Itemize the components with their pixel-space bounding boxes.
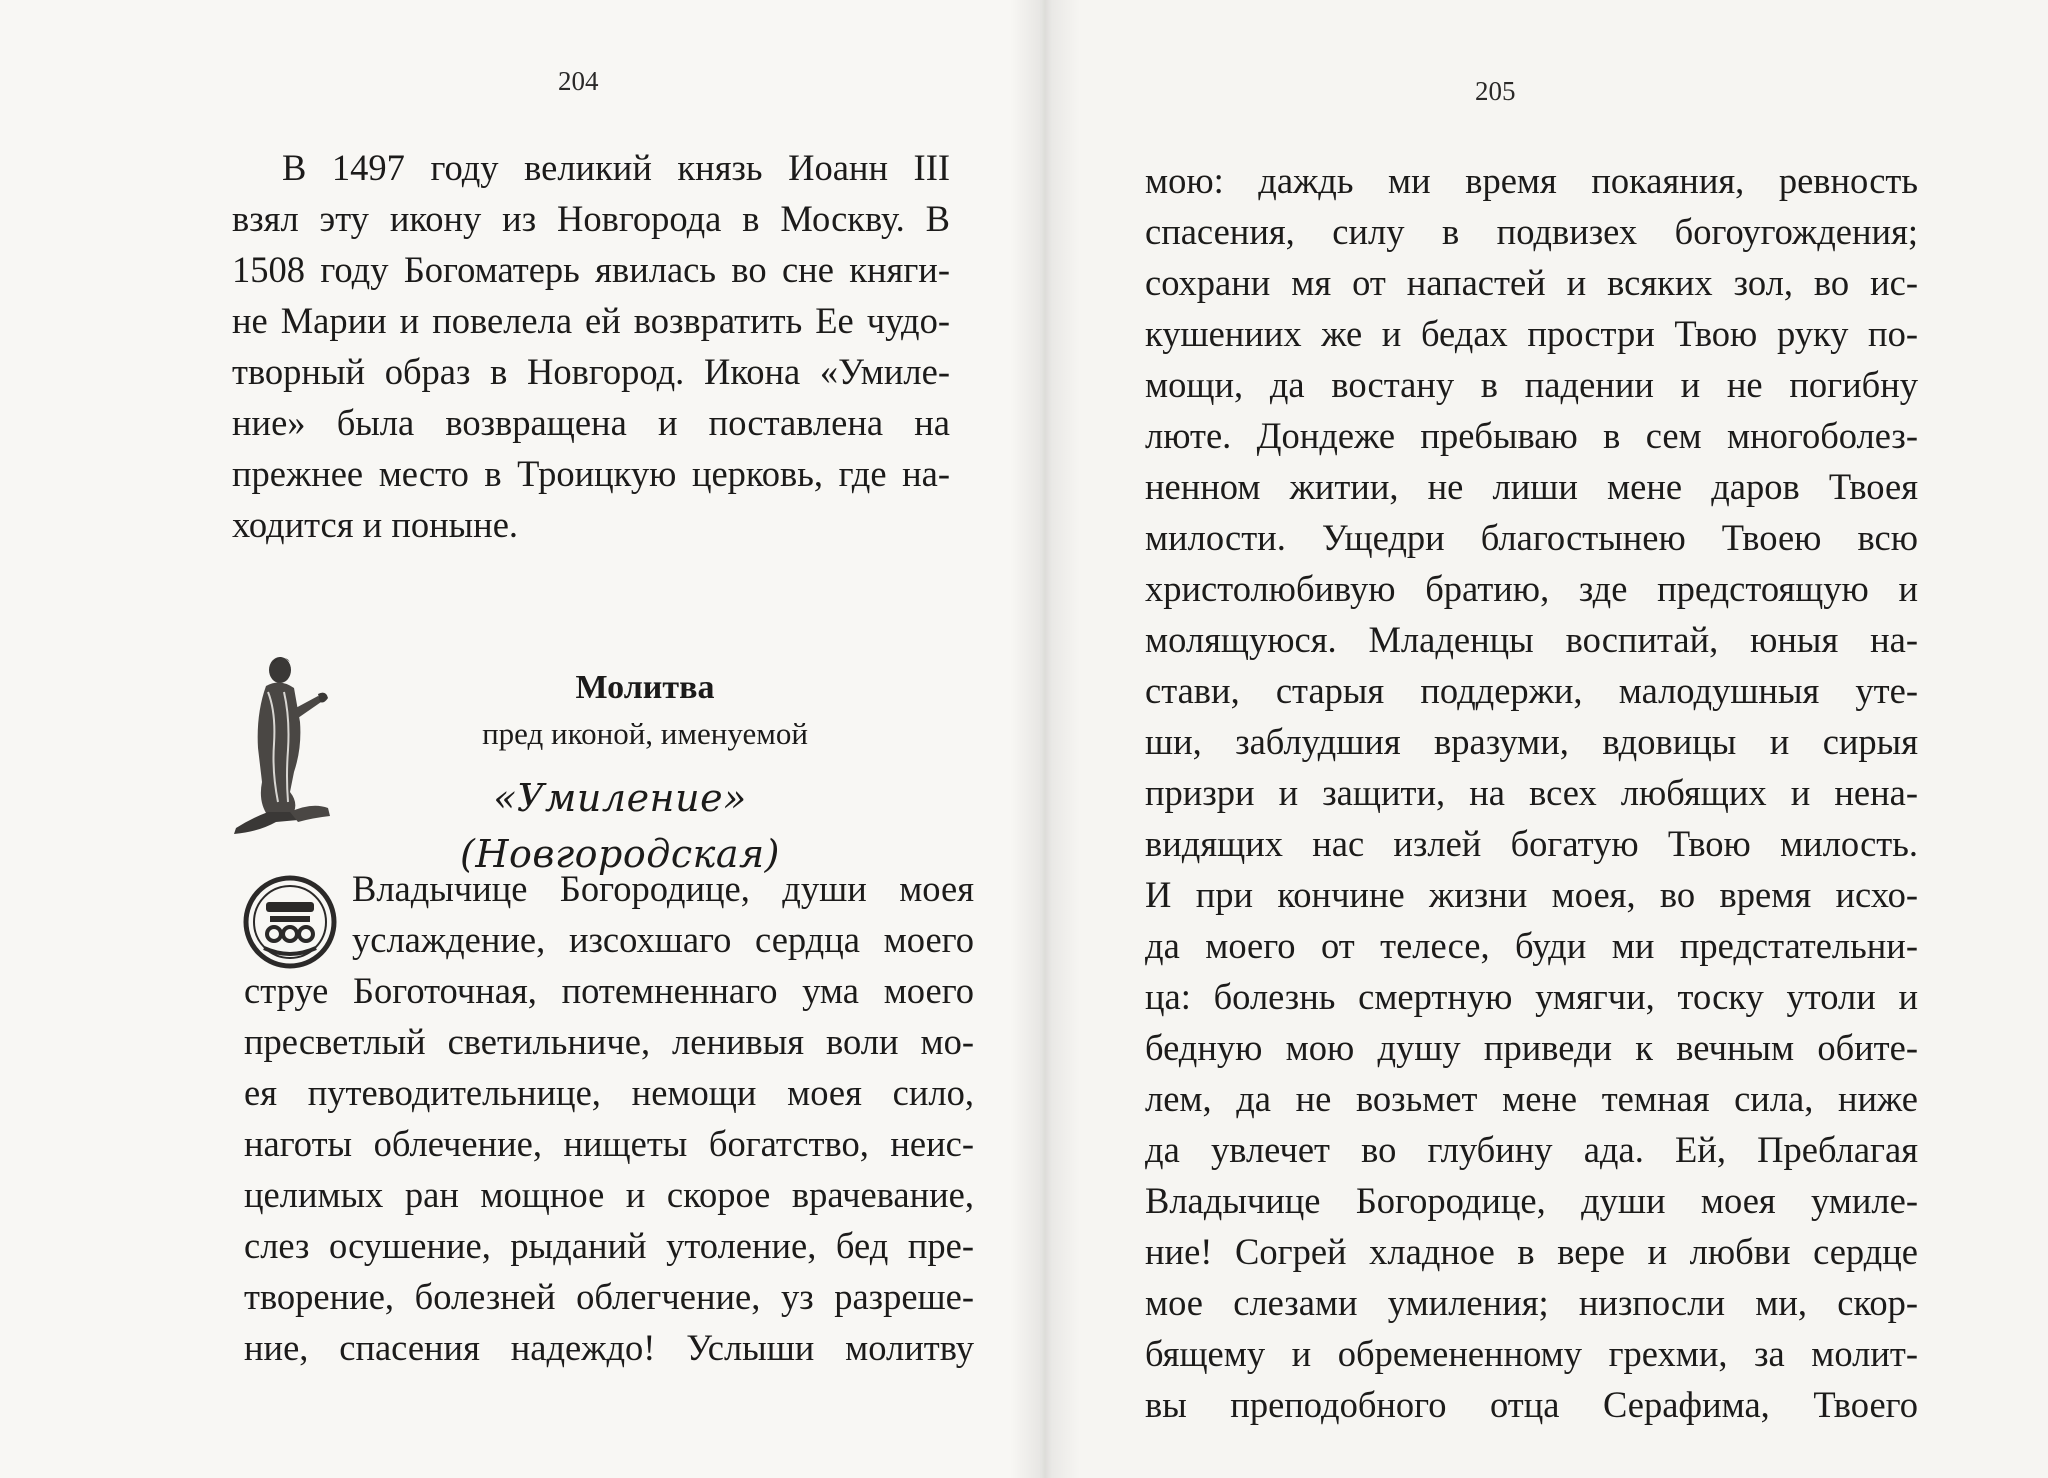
text-line: спасения, силу в подвизех богоугождения;	[1145, 211, 1918, 252]
text-line: милости. Ущедри благостынею Твоею всю	[1145, 517, 1918, 558]
text-line: ца: болезнь смертную умягчи, тоску утоли и	[1145, 976, 1918, 1017]
text-line: да увлечет во глубину ада. Ей, Преблагая	[1145, 1129, 1918, 1170]
text-line: ние! Согрей хладное в вере и любви сердце	[1145, 1231, 1918, 1272]
text-line: не Марии и повелела ей возвратить Ее чудо-	[232, 300, 950, 341]
text-line: слез осушение, рыданий утоление, бед пре-	[244, 1225, 974, 1266]
text-line: наготы облечение, нищеты богатство, неис-	[244, 1123, 974, 1164]
text-line: мое слезами умиления; низпосли ми, скор-	[1145, 1282, 1918, 1323]
page-number: 205	[1475, 76, 1516, 106]
kneeling-saint-figure-icon	[228, 652, 346, 838]
intro-paragraph	[232, 142, 950, 550]
text-line: видящих нас излей богатую Твою милость.	[1145, 823, 1918, 864]
text-line: целимых ран мощное и скорое врачевание,	[244, 1174, 974, 1215]
text-line: кушениих же и бедах простри Твою руку по-	[1145, 313, 1918, 354]
text-line: бящему и обремененному грехми, за молит-	[1145, 1333, 1918, 1374]
prayer-heading	[390, 664, 900, 756]
text-line: христолюбивую братию, зде предстоящую и	[1145, 568, 1918, 609]
ornamental-initial-icon	[240, 872, 340, 972]
prayer-title: Молитва	[575, 669, 715, 706]
text-line: В 1497 году великий князь Иоанн III	[282, 147, 950, 188]
text-line: творение, болезней облегчение, уз разреше-	[244, 1276, 974, 1317]
text-line: ея путеводительнице, немощи моея сило,	[244, 1072, 974, 1113]
text-line: ние» была возвращена и поставлена на	[232, 402, 950, 443]
prayer-text	[244, 965, 974, 1373]
text-line: да моего от телесе, буди ми предстательни-	[1145, 925, 1918, 966]
icon-name-title: «Умиление» (Новгородская)	[460, 776, 780, 876]
text-line: ние, спасения надеждо! Услыши молитву	[244, 1327, 974, 1368]
text-line: услаждение, изсохшаго сердца моего	[352, 919, 974, 960]
text-line: И при кончине жизни моея, во время исхо-	[1145, 874, 1918, 915]
page-number: 204	[558, 66, 599, 96]
text-line: Владычице Богородице, души моея	[352, 868, 974, 909]
right-page	[1040, 0, 2048, 1478]
text-line: пресветлый светильниче, ленивыя воли мо-	[244, 1021, 974, 1062]
text-line: бедную мою душу приведи к вечным обите-	[1145, 1027, 1918, 1068]
text-line: струе Боготочная, потемненнаго ума моего	[244, 970, 974, 1011]
text-line: ши, заблудшия вразуми, вдовицы и сирыя	[1145, 721, 1918, 762]
text-line: взял эту икону из Новгорода в Москву. В	[232, 198, 950, 239]
text-line: вы преподобного отца Серафима, Твоего	[1145, 1384, 1918, 1425]
text-line: стави, старыя поддержи, малодушныя уте-	[1145, 670, 1918, 711]
text-line: 1508 году Богоматерь явилась во сне княги-	[232, 249, 950, 290]
text-line: люте. Дондеже пребываю в сем многоболез-	[1145, 415, 1918, 456]
book-gutter	[1010, 0, 1080, 1478]
text-line: мою: даждь ми время покаяния, ревность	[1145, 160, 1918, 201]
text-line: прежнее место в Троицкую церковь, где на-	[232, 453, 950, 494]
text-line: молящуюся. Младенцы воспитай, юныя на-	[1145, 619, 1918, 660]
text-line: ненном житии, не лиши мене даров Твоея	[1145, 466, 1918, 507]
text-line: мощи, да востану в падении и не погибну	[1145, 364, 1918, 405]
text-line: лем, да не возьмет мене темная сила, ниже	[1145, 1078, 1918, 1119]
prayer-subtitle: пред иконой, именуемой	[482, 716, 808, 751]
prayer-first-lines	[352, 863, 974, 965]
text-line: сохрани мя от напастей и всяких зол, во ис-	[1145, 262, 1918, 303]
text-line: ходится и поныне.	[232, 504, 519, 545]
text-line: Владычице Богородице, души моея умиле-	[1145, 1180, 1918, 1221]
text-line: призри и защити, на всех любящих и нена-	[1145, 772, 1918, 813]
text-line: творный образ в Новгород. Икона «Умиле-	[232, 351, 950, 392]
prayer-continuation	[1145, 155, 1918, 1430]
